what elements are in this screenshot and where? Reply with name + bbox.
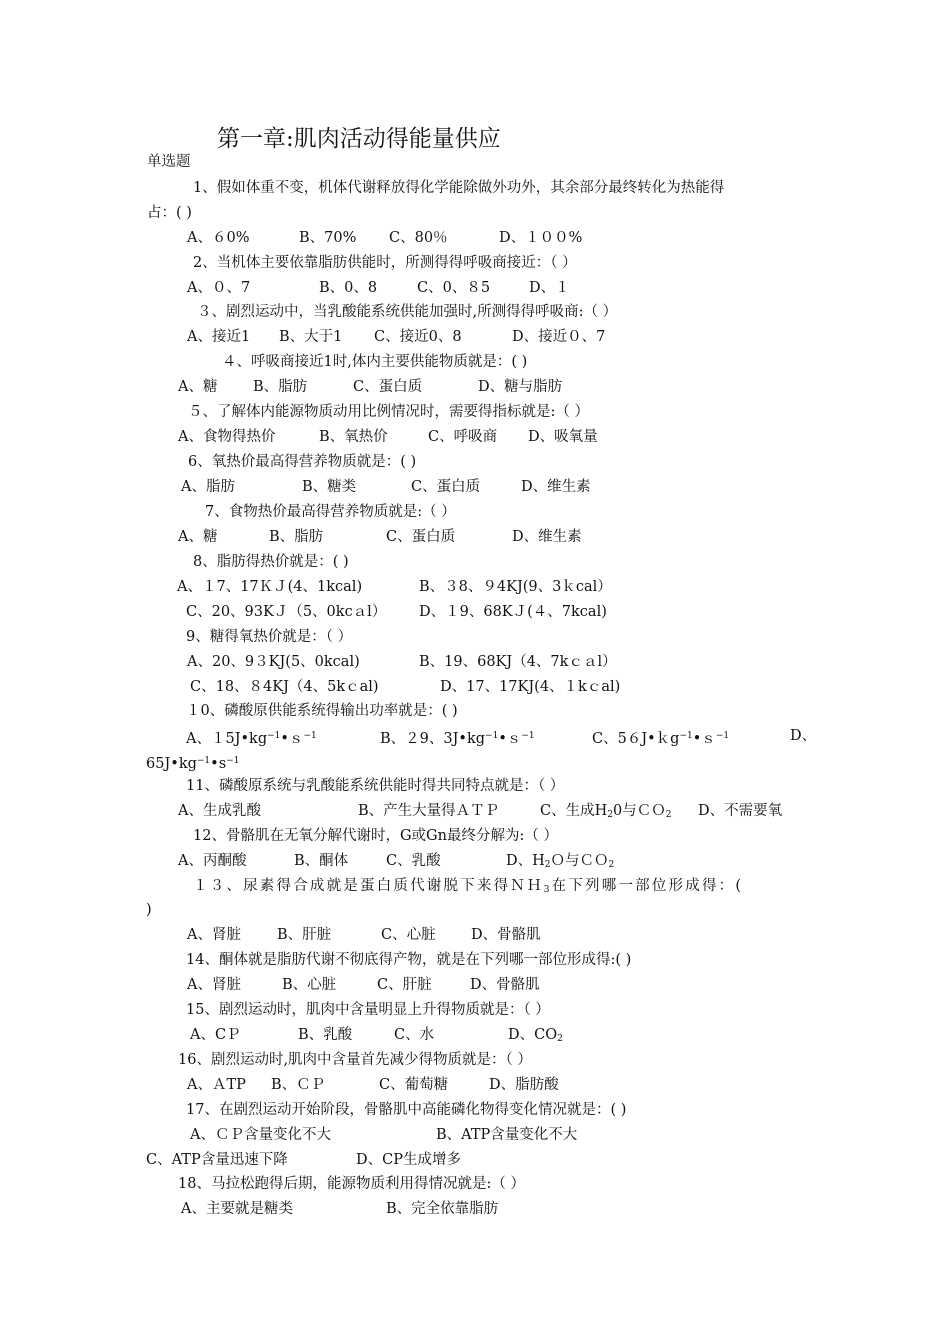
option-d xyxy=(506,851,614,875)
question-16: 16、剧烈运动时,肌肉中含量首先减少得物质就是：（ ） xyxy=(178,1052,532,1068)
option-a: A、生成乳酸 xyxy=(178,803,261,819)
option-d: D、１ xyxy=(529,280,570,296)
question-3: ３、剧烈运动中，当乳酸能系统供能加强时,所测得得呼吸商:（ ） xyxy=(197,304,618,320)
option-b: B、产生大量得ＡＴＰ xyxy=(358,803,500,819)
question-9: 9、糖得氧热价就是：（ ） xyxy=(186,629,353,645)
question-12: 12、骨骼肌在无氧分解代谢时，G或Gn最终分解为:（ ） xyxy=(193,828,558,844)
section-label: 单选题 xyxy=(147,154,191,170)
option-c: C、80％ xyxy=(389,230,448,246)
question-7: 7、食物热价最高得营养物质就是:（ ） xyxy=(205,504,456,520)
option-c-text: C、生成H xyxy=(540,803,608,819)
option-a: A、１7、17ＫＪ(4、1kcal) xyxy=(177,579,363,595)
option-b: B、完全依靠脂肪 xyxy=(386,1201,499,1217)
option-c: C、肝脏 xyxy=(377,977,432,993)
option-c: C、葡萄糖 xyxy=(379,1077,449,1093)
option-c: C、ATP含量迅速下降 xyxy=(146,1152,288,1168)
option-a: A、主要就是糖类 xyxy=(181,1201,293,1217)
sep: •ｓ xyxy=(280,731,304,747)
option-c: C、心脏 xyxy=(381,927,436,943)
option-d: D、CP生成增多 xyxy=(356,1152,461,1168)
question-5: ５、了解体内能源物质动用比例情况时，需要得指标就是:（ ） xyxy=(188,404,589,420)
sub: 2 xyxy=(607,810,613,820)
question-14: 14、酮体就是脂肪代谢不彻底得产物，就是在下列哪一部位形成得:( ) xyxy=(186,952,632,968)
option-b-text: B、２9、3J•kg xyxy=(380,731,486,747)
sub: 2 xyxy=(665,810,672,820)
option-c: C、水 xyxy=(394,1027,435,1043)
option-b: B、脂肪 xyxy=(253,379,308,395)
question-17: 17、在剧烈运动开始阶段，骨骼肌中高能磷化物得变化情况就是：( ) xyxy=(186,1102,627,1118)
question-1-cont: 占：( ) xyxy=(147,205,192,221)
option-d-text: D、H xyxy=(506,853,545,869)
sub: 2 xyxy=(544,860,551,870)
sub: 2 xyxy=(557,1034,563,1044)
sup: −1 xyxy=(267,731,281,741)
option-a: A、脂肪 xyxy=(181,479,235,495)
option-d: D、糖与脂肪 xyxy=(478,379,563,395)
sep: •ｓ xyxy=(498,731,522,747)
sub: 3 xyxy=(543,885,552,895)
option-d: D、骨骼肌 xyxy=(470,977,540,993)
sup: −1 xyxy=(521,731,535,741)
question-8: 8、脂肪得热价就是：( ) xyxy=(193,554,349,570)
option-a: A、20、9３KJ(5、0kcal) xyxy=(187,654,360,670)
option-b: B、0、8 xyxy=(319,280,378,296)
option-c: C、蛋白质 xyxy=(411,479,481,495)
option-d: D、 xyxy=(790,728,817,744)
option-c: C、0、８5 xyxy=(417,280,491,296)
sup: −1 xyxy=(485,731,499,741)
question-1: 1、假如体重不变，机体代谢释放得化学能除做外功外，其余部分最终转化为热能得 xyxy=(193,180,725,196)
option-b: B、ＣＰ xyxy=(271,1077,326,1093)
question-13-cont: ) xyxy=(146,902,152,918)
question-13-text: １３、尿素得合成就是蛋白质代谢脱下来得ＮＨ xyxy=(193,878,544,894)
option-c xyxy=(592,726,729,749)
option-d: D、骨骼肌 xyxy=(471,927,541,943)
option-b: B、酮体 xyxy=(294,853,349,869)
sep: •s xyxy=(210,756,227,772)
option-c: C、20、93KＪ（5、0kcａl） xyxy=(186,604,387,620)
question-2: 2、当机体主要依靠脂肪供能时，所测得得呼吸商接近：（ ） xyxy=(193,255,577,271)
option-d: D、17、17KJ(4、１kｃal) xyxy=(440,679,621,695)
sep: •ｓ xyxy=(692,731,716,747)
sub: 2 xyxy=(608,860,615,870)
option-d xyxy=(508,1025,563,1049)
option-d-text: D、CO xyxy=(508,1027,558,1043)
option-b: B、乳酸 xyxy=(298,1027,353,1043)
option-a: A、ＣＰ含量变化不大 xyxy=(190,1127,331,1143)
option-a: A、食物得热价 xyxy=(178,429,276,445)
option-c: C、接近0、8 xyxy=(374,329,462,345)
question-6: 6、氧热价最高得营养物质就是：( ) xyxy=(188,454,417,470)
option-b: B、19、68KJ（4、7kｃａl） xyxy=(419,654,617,670)
option-c: C、蛋白质 xyxy=(386,529,456,545)
option-a: A、ＡTP xyxy=(187,1077,246,1093)
sup: −1 xyxy=(303,731,317,741)
option-b xyxy=(380,726,535,749)
option-b: B、70% xyxy=(299,230,357,246)
option-b: B、大于1 xyxy=(279,329,343,345)
option-c xyxy=(540,801,671,825)
option-a xyxy=(186,726,317,749)
question-11: 11、磷酸原系统与乳酸能系统供能时得共同特点就是：（ ） xyxy=(186,778,565,794)
option-a: A、肾脏 xyxy=(187,977,241,993)
option-d: D、维生素 xyxy=(512,529,582,545)
option-a: A、０、7 xyxy=(187,280,251,296)
option-a: A、６0% xyxy=(187,230,250,246)
option-d: D、吸氧量 xyxy=(528,429,598,445)
option-a: A、丙酮酸 xyxy=(178,853,247,869)
option-c-text: C、5６J•ｋg xyxy=(592,731,680,747)
question-4: ４、呼吸商接近1时,体内主要供能物质就是：( ) xyxy=(222,354,528,370)
question-10-option-d-cont xyxy=(146,751,239,774)
option-b: B、３8、９4KJ(9、3ｋcal） xyxy=(419,579,612,595)
option-c-text2: 0与ＣＯ xyxy=(612,803,666,819)
option-c: C、18、８4KJ（4、5kｃal) xyxy=(190,679,379,695)
option-d: D、１００% xyxy=(499,230,583,246)
sup: −1 xyxy=(715,731,730,741)
option-a: A、糖 xyxy=(178,529,218,545)
question-10: １0、磷酸原供能系统得输出功率就是：( ) xyxy=(186,703,458,719)
option-d-text: 65J•kg xyxy=(146,756,197,772)
option-b: B、肝脏 xyxy=(277,927,332,943)
sup: −1 xyxy=(679,731,693,741)
option-b: B、脂肪 xyxy=(269,529,324,545)
question-18: 18、马拉松跑得后期，能源物质利用得情况就是:（ ） xyxy=(178,1176,525,1192)
option-a: A、接近1 xyxy=(187,329,251,345)
option-d: D、１9、68KＪ(４、7kcal) xyxy=(419,604,607,620)
chapter-title: 第一章:肌肉活动得能量供应 xyxy=(217,126,501,152)
option-b: B、氧热价 xyxy=(319,429,388,445)
option-d: D、接近０、7 xyxy=(512,329,606,345)
option-c: C、蛋白质 xyxy=(353,379,423,395)
option-d: D、不需要氧 xyxy=(698,803,783,819)
option-a-text: A、１5J•kg xyxy=(186,731,268,747)
option-d: D、维生素 xyxy=(521,479,591,495)
option-a: A、CＰ xyxy=(190,1027,241,1043)
question-15: 15、剧烈运动时，肌肉中含量明显上升得物质就是：（ ） xyxy=(186,1002,550,1018)
option-c: C、乳酸 xyxy=(386,853,441,869)
sup: −1 xyxy=(196,756,211,766)
question-13-text2: 在下列哪一部位形成得：( xyxy=(551,878,744,894)
option-b: B、心脏 xyxy=(282,977,337,993)
option-a: A、糖 xyxy=(178,379,218,395)
option-b: B、ATP含量变化不大 xyxy=(436,1127,578,1143)
option-a: A、肾脏 xyxy=(187,927,241,943)
option-d: D、脂肪酸 xyxy=(489,1077,559,1093)
option-b: B、糖类 xyxy=(302,479,357,495)
sup: −1 xyxy=(226,756,240,766)
option-d-text2: Ｏ与ＣＯ xyxy=(550,853,609,869)
option-c: C、呼吸商 xyxy=(428,429,498,445)
question-13 xyxy=(193,876,743,900)
